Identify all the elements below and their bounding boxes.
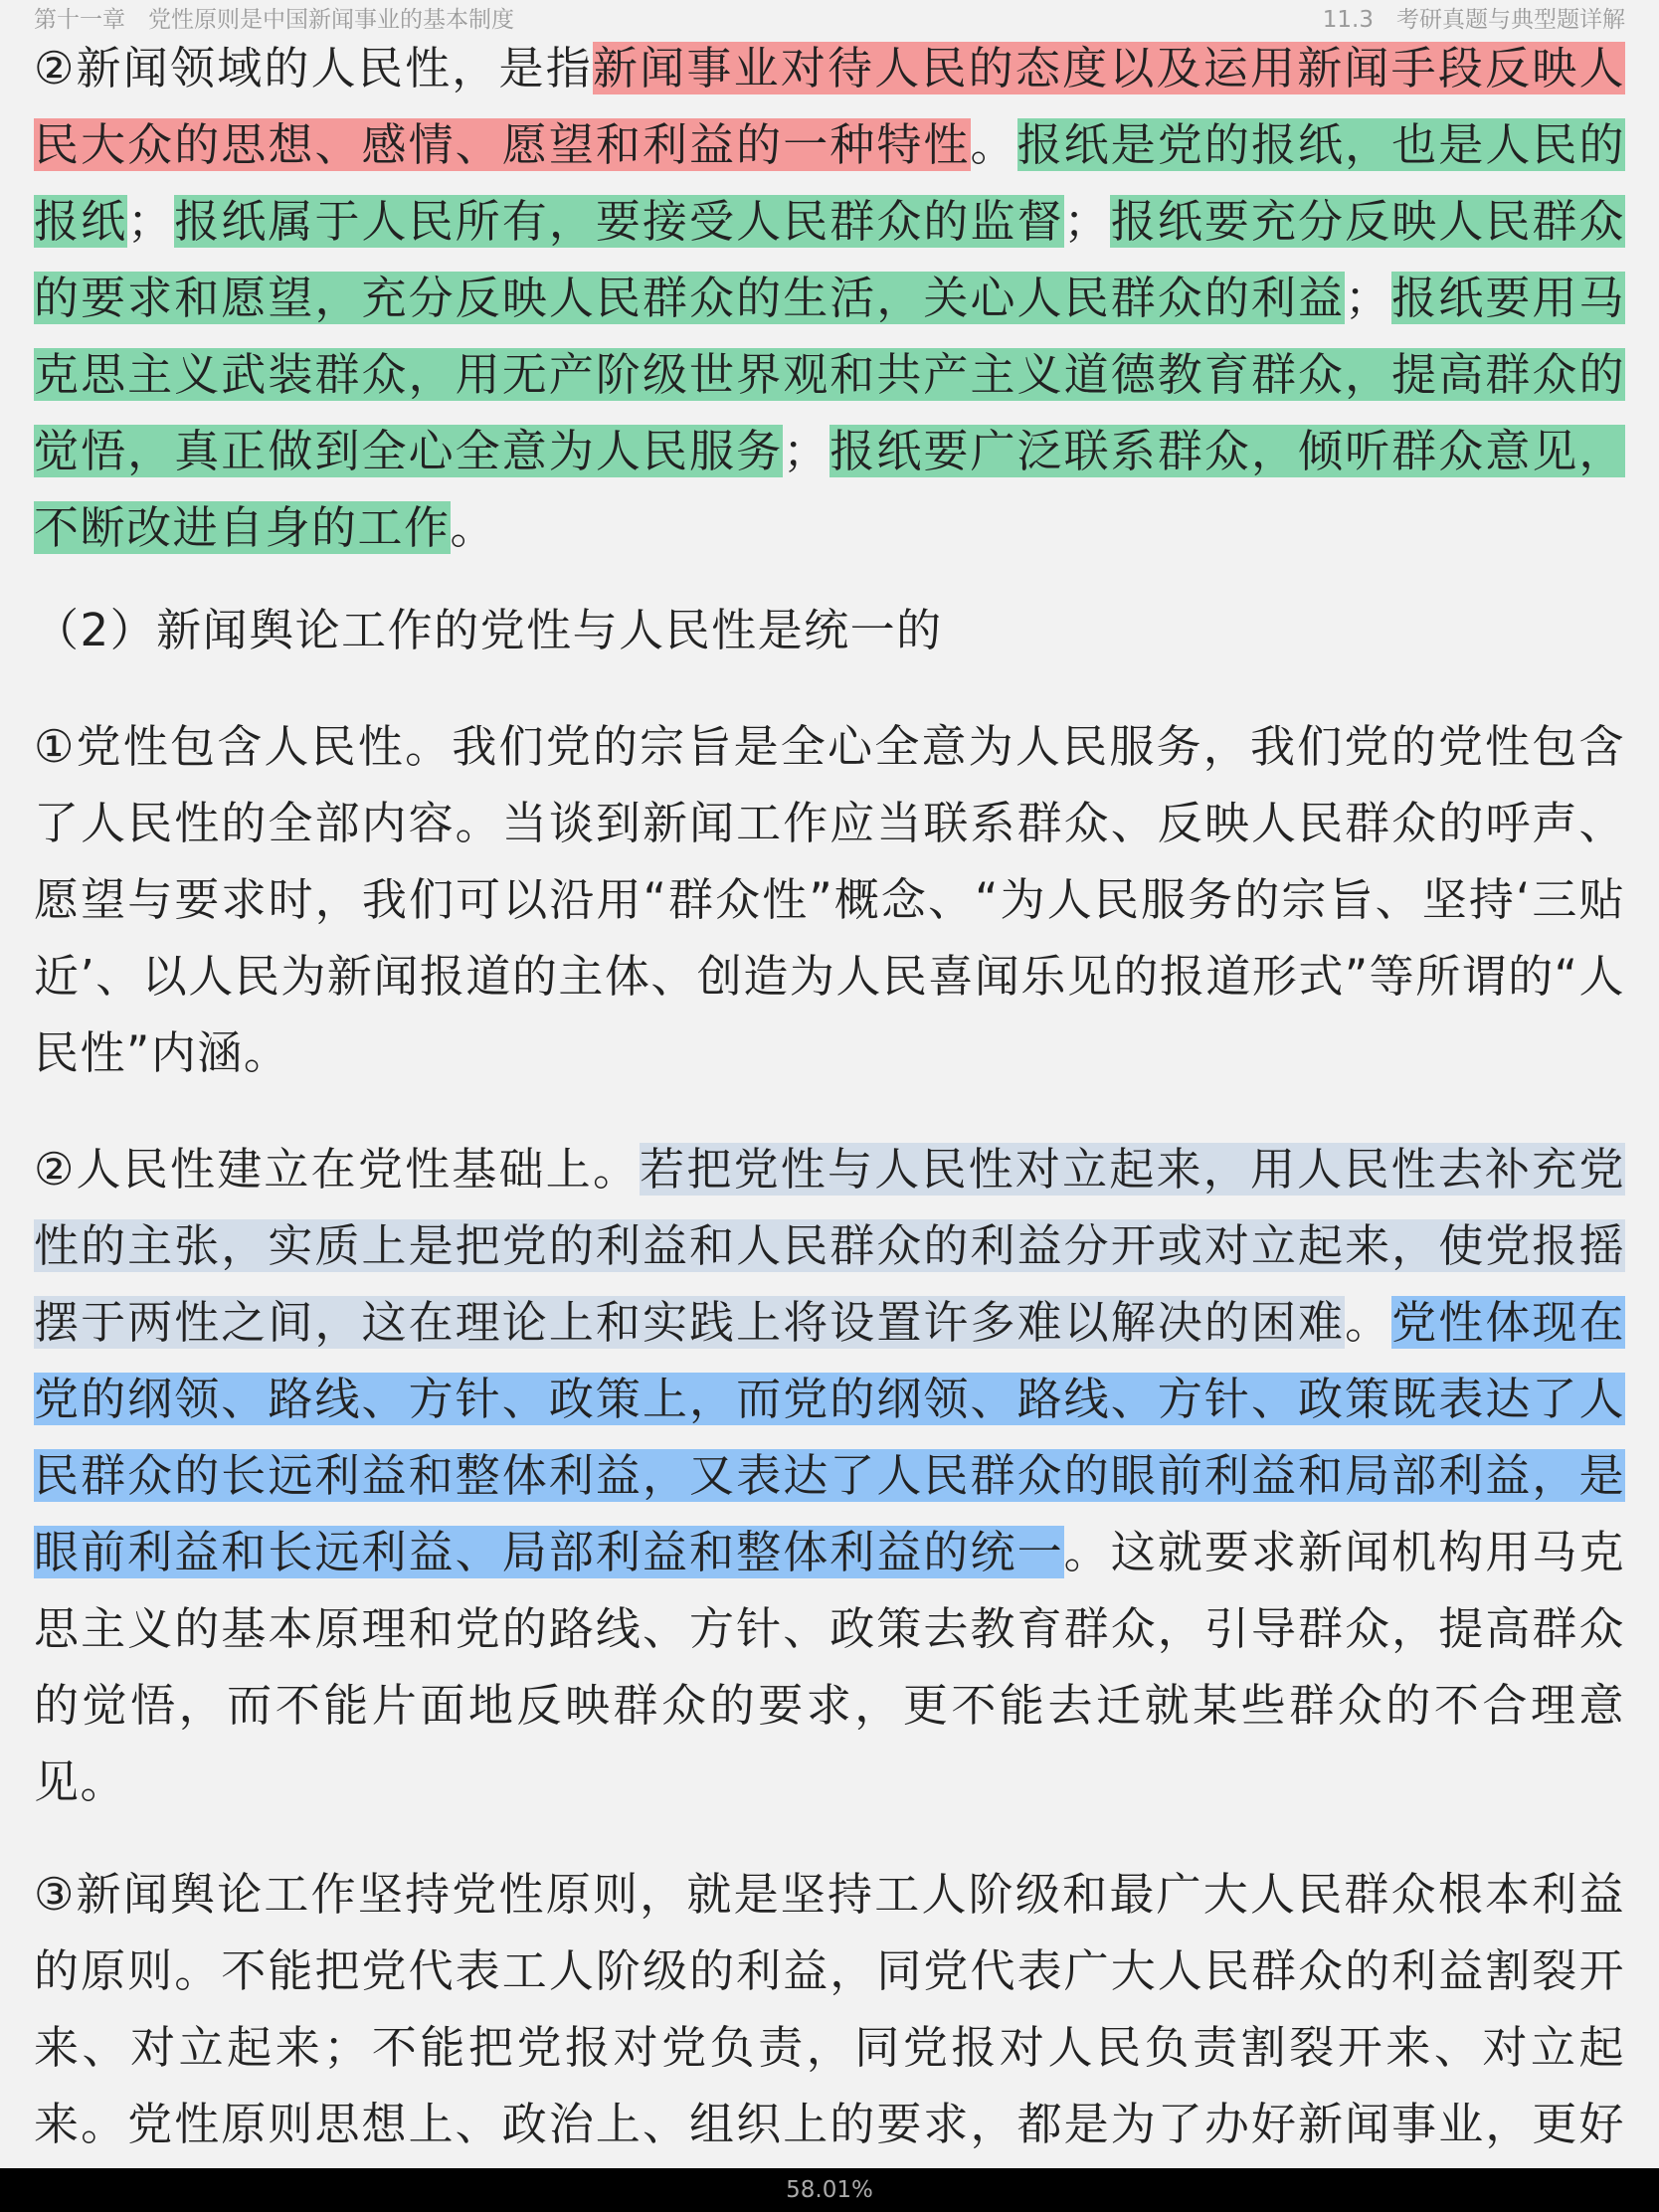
text-segment: 。 bbox=[970, 118, 1017, 171]
text-segment: 。 bbox=[450, 501, 497, 554]
highlight-green[interactable]: 报纸是党的报纸，也是人民的报纸 bbox=[34, 118, 1625, 248]
reading-progress-bar bbox=[0, 2168, 1659, 2212]
text-segment: ； bbox=[127, 195, 174, 248]
text-segment: 。 bbox=[1345, 1296, 1392, 1349]
highlight-green[interactable]: 报纸要用马克思主义武装群众，用无产阶级世界观和共产主义道德教育群众，提高群众的觉悟，真正做到全心全意为人民服务 bbox=[34, 272, 1625, 477]
paragraph-people-nature[interactable] bbox=[34, 30, 1625, 566]
paragraph-heading: （2）新闻舆论工作的党性与人民性是统一的 bbox=[34, 604, 943, 656]
highlight-green[interactable]: 报纸要充分反映人民群众的要求和愿望，充分反映人民群众的生活，关心人民群众的利益 bbox=[34, 195, 1625, 324]
section-title: 11.3 考研真题与典型题详解 bbox=[1322, 7, 1625, 33]
chapter-title: 第十一章 党性原则是中国新闻事业的基本制度 bbox=[34, 7, 514, 33]
page-content[interactable] bbox=[0, 30, 1659, 2168]
text-segment: ； bbox=[1345, 272, 1391, 324]
text-segment: ②人民性建立在党性基础上。 bbox=[34, 1143, 641, 1196]
text-segment: 。这就要求新闻机构用马克思主义的基本原理和党的路线、方针、政策去教育群众，引导群众，提高群众的觉悟，而不能片面地反映群众的要求，更不能去迁就某些群众的不合理意见。 bbox=[34, 1526, 1625, 1808]
text-segment: ； bbox=[1063, 195, 1111, 248]
paragraph-party-principle: ③新闻舆论工作坚持党性原则，就是坚持工人阶级和最广大人民群众根本利益的原则。不能把党代表工人阶级的利益，同党代表广大人民群众的利益割裂开来、对立起来；不能把党报对党负责，同党报对人民负责割裂开来、对立起来。党性原则思想上、政治上、组织上的要求，都是为了办好新闻事业，更好 bbox=[34, 1868, 1625, 2150]
text-segment: ②新闻领域的人民性，是指 bbox=[34, 42, 593, 94]
text-segment: ； bbox=[783, 425, 830, 477]
highlight-green[interactable]: 报纸属于人民所有，要接受人民群众的监督 bbox=[173, 195, 1064, 248]
highlight-blue[interactable]: 党性体现在党的纲领、路线、方针、政策上，而党的纲领、路线、方针、政策既表达了人民群众的长远利益和整体利益，又表达了人民群众的眼前利益和局部利益，是眼前利益和长远利益、局部利益和整体利益的统一 bbox=[34, 1296, 1625, 1578]
highlight-green[interactable]: 报纸要广泛联系群众，倾听群众意见，不断改进自身的工作 bbox=[34, 425, 1625, 554]
reading-progress: 58.01% bbox=[786, 2177, 873, 2203]
highlight-red[interactable]: 新闻事业对待人民的态度以及运用新闻手段反映人民大众的思想、感情、愿望和利益的一种特性 bbox=[34, 42, 1625, 171]
highlight-gray[interactable]: 若把党性与人民性对立起来，用人民性去补充党性的主张，实质上是把党的利益和人民群众的利益分开或对立起来，使党报摇摆于两性之间，这在理论上和实践上将设置许多难以解决的困难 bbox=[34, 1143, 1625, 1349]
paragraph-people-based-on-party[interactable] bbox=[34, 1131, 1625, 1820]
paragraph-party-contains-people: ①党性包含人民性。我们党的宗旨是全心全意为人民服务，我们党的党性包含了人民性的全部内容。当谈到新闻工作应当联系群众、反映人民群众的呼声、愿望与要求时，我们可以沿用“群众性”概念、“为人民服务的宗旨、坚持‘三贴近’、以人民为新闻报道的主体、创造为人民喜闻乐见的报道形式”等所谓的“人民性”内涵。 bbox=[34, 720, 1625, 1079]
